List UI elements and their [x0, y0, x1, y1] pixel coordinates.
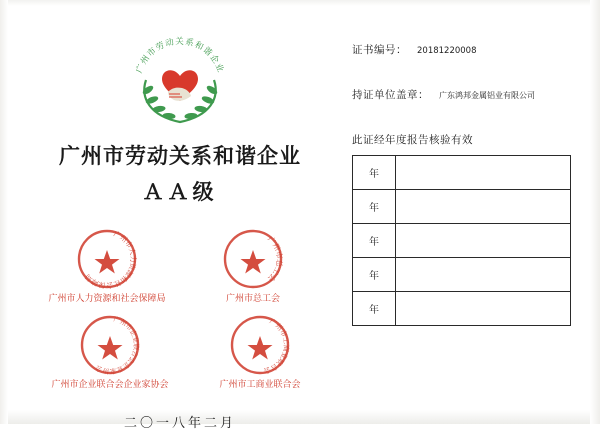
table-row	[353, 224, 571, 258]
seal-block-2	[40, 314, 180, 390]
year-label-cell: 年	[353, 258, 396, 292]
table-row	[353, 156, 571, 190]
scan-edge-right	[590, 0, 600, 424]
svg-text:广州市总工会: 广州市总工会	[265, 234, 284, 284]
official-seal-icon	[76, 228, 138, 290]
year-label-cell: 年	[353, 156, 396, 190]
verification-blank-cell[interactable]	[396, 190, 571, 224]
seal-caption-0: 广州市人力资源和社会保障局	[48, 294, 166, 305]
seal-caption-2: 广州市企业联合会企业家协会	[51, 380, 169, 391]
verification-blank-cell[interactable]	[396, 258, 571, 292]
year-label-cell: 年	[353, 224, 396, 258]
certificate-number-row	[352, 42, 570, 57]
scan-edge-top	[0, 0, 600, 6]
harmony-enterprise-emblem-icon	[124, 36, 236, 132]
annual-verification-table	[352, 155, 571, 326]
table-row	[353, 190, 571, 224]
seal-caption-1: 广州市总工会	[225, 294, 280, 305]
official-seal-icon	[79, 314, 141, 376]
official-seal-icon	[229, 314, 291, 376]
table-row	[353, 258, 571, 292]
svg-text:广州市工商业联合会: 广州市工商业联合会	[262, 317, 291, 376]
seal-group	[30, 228, 330, 390]
holder-stamp-row	[352, 87, 570, 102]
official-seal-icon	[222, 228, 284, 290]
certificate-left-column	[30, 36, 330, 431]
seal-block-3	[200, 314, 320, 390]
verification-blank-cell[interactable]	[396, 292, 571, 326]
certificate-right-column	[352, 42, 570, 326]
scan-edge-left	[0, 0, 8, 424]
holder-company-name: 广东鸿邦金属铝业有限公司	[439, 91, 535, 100]
verification-blank-cell[interactable]	[396, 156, 571, 190]
svg-text:广州市劳动关系和谐企业: 广州市劳动关系和谐企业	[134, 37, 226, 75]
holder-stamp-label: 持证单位盖章：	[352, 89, 429, 101]
seal-block-1	[193, 228, 313, 304]
certificate-number-value: 20181220008	[417, 46, 477, 56]
year-label-cell: 年	[353, 292, 396, 326]
svg-text:广州市人力资源和社会保障局: 广州市人力资源和社会保障局	[83, 230, 137, 290]
year-label-cell: 年	[353, 190, 396, 224]
issue-date: 二〇一八年二月	[123, 416, 236, 431]
certificate-grade: ＡＡ级	[142, 180, 218, 205]
svg-text:广州市企业联合会企业家协会: 广州市企业联合会企业家协会	[94, 315, 141, 376]
seal-caption-3: 广州市工商业联合会	[219, 380, 301, 391]
seal-block-0	[47, 228, 167, 304]
verification-table-heading: 此证经年度报告核验有效	[352, 134, 473, 146]
table-row	[353, 292, 571, 326]
certificate-number-label: 证书编号：	[352, 44, 407, 56]
certificate-title: 广州市劳动关系和谐企业	[59, 144, 301, 168]
verification-blank-cell[interactable]	[396, 224, 571, 258]
